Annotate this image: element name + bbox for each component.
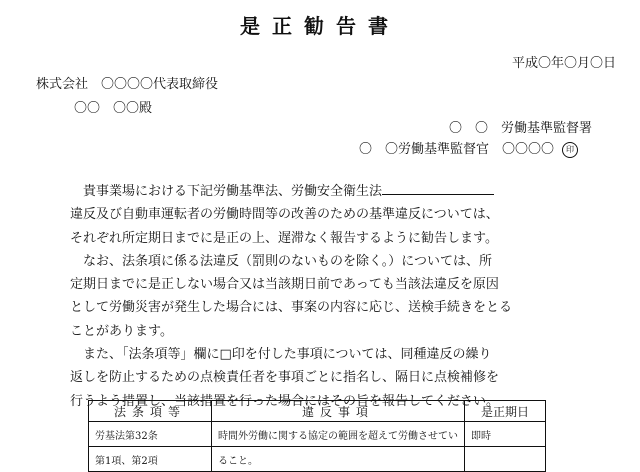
seal-icon: 印 xyxy=(562,142,578,158)
table-row xyxy=(89,422,546,447)
addressee-name: 〇〇 〇〇殿 xyxy=(74,101,153,116)
blank-underline xyxy=(382,180,494,195)
addressee-company: 株式会社 〇〇〇〇代表取締役 xyxy=(36,77,219,92)
header-law-articles: 法条項等 xyxy=(89,401,212,422)
body-line: それぞれ所定期日までに是正の上、遅滞なく報告するように勧告します。 xyxy=(70,230,498,246)
body-line: 返しを防止するための点検責任者を事項ごとに指名し、隔日に点検補修を xyxy=(70,370,500,386)
cell-law-article: 第1項、第2項 xyxy=(89,447,212,472)
header-due-date: 是正期日 xyxy=(465,401,546,422)
table-header-row xyxy=(89,401,546,422)
cell-violation: 時間外労働に関する協定の範囲を超えて労働させてい xyxy=(212,422,465,447)
page-title: 是正勧告書 xyxy=(240,14,400,38)
violation-table xyxy=(88,400,546,472)
header-violations: 違反事項 xyxy=(212,401,465,422)
issuing-office: 〇 〇 労働基準監督署 xyxy=(448,121,592,136)
body-line: として労働災害が発生した場合には、事案の内容に応じ、送検手続きをとる xyxy=(70,300,513,316)
body-line: 貴事業場における下記労働基準法、労働安全衛生法 xyxy=(70,180,550,203)
cell-due-date xyxy=(465,447,546,472)
issue-date: 平成〇年〇月〇日 xyxy=(511,56,616,71)
body-line: また、「法条項等」欄に□印を付した事項については、同種違反の繰り xyxy=(83,347,492,363)
table-row xyxy=(89,447,546,472)
notice-body xyxy=(70,180,550,413)
body-line: ことがあります。 xyxy=(70,323,173,339)
inspector-name: 〇 〇労働基準監督官 〇〇〇〇 xyxy=(358,142,554,157)
inspector-line xyxy=(359,138,578,158)
body-line: 行うよう措置し、当該措置を行った場合にはその旨を報告してください。 xyxy=(70,393,500,409)
body-line: なお、法条項に係る法違反（罰則のないものを除く。）については、所 xyxy=(83,253,492,269)
body-line: 定期日までに是正しない場合又は当該期日前であっても当該法違反を原因 xyxy=(70,277,499,293)
body-line: 違反及び自動車運転者の労働時間等の改善のための基準違反については、 xyxy=(70,207,499,223)
cell-violation: ること。 xyxy=(212,447,465,472)
cell-law-article: 労基法第32条 xyxy=(89,422,212,447)
cell-due-date: 即時 xyxy=(465,422,546,447)
